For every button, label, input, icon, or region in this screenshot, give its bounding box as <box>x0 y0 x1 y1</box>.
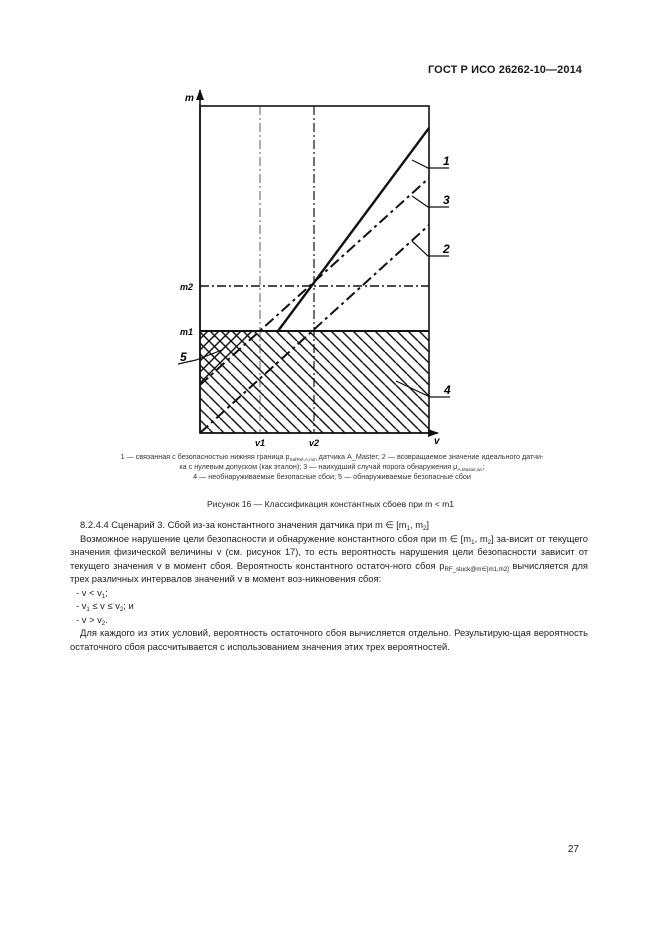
tick-v2: v2 <box>309 438 320 448</box>
callout-1-label: 1 <box>443 154 450 168</box>
callout-3-label: 3 <box>443 193 450 207</box>
x-axis-label: v <box>434 436 440 447</box>
curve-safety-lower-bound <box>278 128 429 331</box>
figure-legend <box>40 452 624 482</box>
callout-4-label: 4 <box>444 383 451 397</box>
paragraph-2: Для каждого из этих условий, вероятность остаточного сбоя вычисляется отдельно. Результирую-щая вероятность остаточного сбоя рассчитывается с использованием значения этих трех вероятностей. <box>70 627 588 652</box>
list-item: - $v < v_1$; <box>76 586 108 600</box>
page-number: 27 <box>567 844 579 855</box>
tick-m2: m2 <box>180 282 194 292</box>
list-item: - $v > v_2$. <box>76 613 108 627</box>
callout-5-label: 5 <box>180 350 187 364</box>
tick-v1: v1 <box>255 438 266 448</box>
standard-header: ГОСТ Р ИСО 26262-10—2014 <box>427 64 582 76</box>
y-axis-arrow <box>196 89 204 100</box>
legend-line-1: 1 — связанная с безопасностью нижняя граница $p_{SafRel,A,min}$ датчика A_Master; 2 — возвращаемое значение идеального датчи- <box>120 452 544 462</box>
list-item: - $v_1 \le v \le v_2$; и <box>76 600 134 613</box>
section-heading: 8.2.4.4 Сценарий 3. Сбой из-за константного значения датчика при m ∈ [$m_1$, $m_2$] <box>80 519 430 532</box>
callout-2-label: 2 <box>443 242 450 256</box>
section-body <box>70 518 588 653</box>
legend-line-2: ка с нулевым допуском (как эталон); 3 — наихудший случай порога обнаружения $\mu_{A,Master,wc}$; <box>179 462 485 472</box>
legend-line-3: 4 — необнаруживаемые безопасные сбои; 5 — обнаруживаемые безопасные сбои <box>193 472 471 481</box>
figure-caption: Рисунок 16 — Классификация константных сбоев при m < m1 <box>206 499 455 509</box>
y-axis-label: m <box>185 93 194 104</box>
paragraph-1: Возможное нарушение цели безопасности и обнаружение константного сбоя при m ∈ [$m_1$, $m_2$] за-висит от текущего значения физической величины v (см. рисунок 17), то есть вероятность нарушения цели безопасности зависит от текущего значения v в момент сбоя. Вероятность константного остаточ-ного сбоя $p_{RF\_stuck@m\in[m1,m2]}$ вычисляется для трех различных интервалов значений v в момент воз-никновения сбоя: <box>70 532 588 584</box>
tick-m1: m1 <box>180 327 194 337</box>
